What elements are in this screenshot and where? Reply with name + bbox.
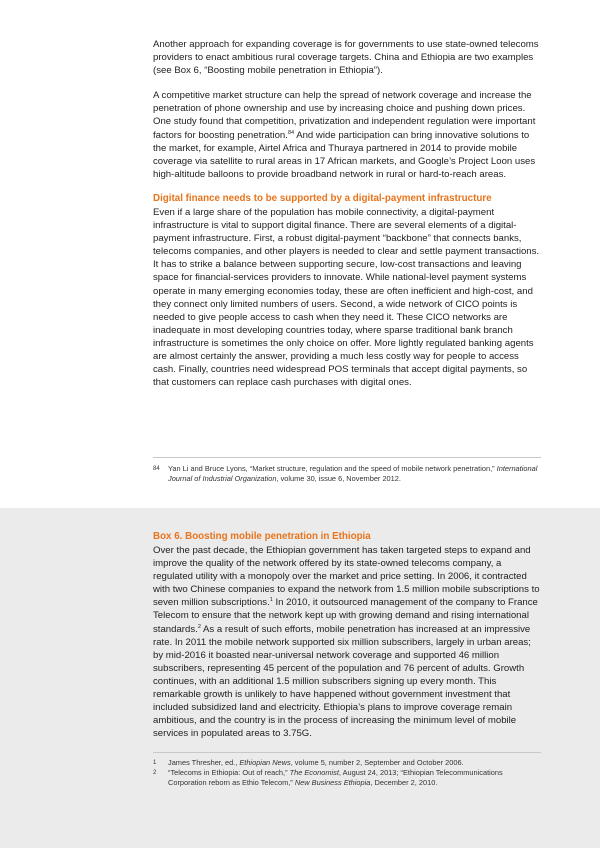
footnote-reference: 1 (269, 597, 273, 604)
footnote-reference: 84 (287, 129, 295, 136)
box-6-content (153, 530, 541, 740)
paragraph-text: And wide participation can bring innovative solutions to the market, for example, Airtel Africa and Thuraya partnered in 2014 to provide mobile coverage via satellite to rural areas in 17 African markets, and Google’s Project Loon uses high-altitude balloons to provide broadband network in rural or hard-to-reach areas. (153, 129, 536, 180)
box-title: Box 6. Boosting mobile penetration in Ethiopia (153, 531, 371, 542)
footnote-number: 1 (153, 760, 157, 766)
box-footnote-2 (153, 768, 541, 788)
paragraph-text: A competitive market structure can help the spread of network coverage and increase the penetration of phone ownership and use by increasing choice and pushing down prices. One study found that competition, privatization and independent regulation were important factors for boosting penetration. (153, 90, 536, 141)
box-footnote-divider (153, 752, 541, 753)
footnotes (153, 464, 541, 484)
box-paragraph: Over the past decade, the Ethiopian government has taken targeted steps to expand and improve the quality of the network offered by its state-owned telecoms company, a regulated utility with a monopoly over the market and price setting. In 2006, it contracted with two Chinese companies to expand the network from 1.5 million mobile subscriptions to seven million subscriptions.$^1$ In 2010, it outsourced management of the company to France Telecom to ensure that the network kept up with growing demand and rising international standards.$^2$ As a result of such efforts, mobile penetration has increased at an impressive rate. In 2011 the mobile network supported six million subscribers, largely in urban areas; by mid-2016 it boasted near-universal network coverage and supported 46 million subscribers, representing 45 percent of the population and 76 percent of adults. Growth continues, with an additional 1.5 million subscribers signing up every month. This remarkable growth is unlikely to have happened without government investment that included subsidized land and electricity. Ethiopia’s plans to improve coverage remain ambitious, and the country is in the process of increasing the minimum level of mobile services in populated areas to 3.75G. (153, 545, 540, 740)
footnote-text: Yan Li and Bruce Lyons, “Market structure, regulation and the speed of mobile network penetration,” International Journal of Industrial Organization, volume 30, issue 6, November 2012. (168, 464, 538, 483)
footnote-text: James Thresher, ed., Ethiopian News, volume 5, number 2, September and October 2006. (168, 758, 464, 767)
footnote-text: “Telecoms in Ethiopia: Out of reach,” The Economist, August 24, 2013; “Ethiopian Telecommunications Corporation reborn as Ethio Telecom,” New Business Ethiopia, December 2, 2010. (168, 768, 503, 787)
box-footnote-1 (153, 758, 541, 768)
footnote-number: 2 (153, 770, 157, 776)
footnote-reference: 2 (197, 623, 201, 630)
box-footnotes (153, 758, 541, 788)
footnote-divider (153, 457, 541, 458)
footnote-84 (153, 464, 541, 484)
section-heading: Digital finance needs to be supported by a digital-payment infrastructure (153, 192, 492, 204)
footnote-number: 84 (153, 466, 160, 472)
paragraph-competitive-market (153, 89, 541, 181)
paragraph-digital-payment: Even if a large share of the population has mobile connectivity, a digital-payment infrastructure is vital to support digital finance. There are several elements of a digital-payment infrastructure. First, a robust digital-payment “backbone” that connects banks, telecoms companies, and other players is needed to clear and settle payment transactions. It has to strike a balance between supporting secure, low-cost transactions and leaving space for financial-services providers to innovate. While national-level payment systems operate in many emerging economies today, these are often inefficient and high-cost, and they connect only limited numbers of users. Second, a wide network of CICO points is needed to give people access to cash when they need it. These CICO networks are inadequate in most developing countries today, where sparse traditional bank branch infrastructure is sometimes the only choice on offer. More lightly regulated banking agents are almost certainly the answer, providing a much less costly way for people to access cash. Finally, countries need widespread POS terminals that accept digital payments, so that customers can replace cash purchases with digital ones. (153, 206, 540, 389)
paragraph-state-owned-telecoms: Another approach for expanding coverage is for governments to use state-owned telecoms providers to enact ambitious rural coverage targets. China and Ethiopia are two examples (see Box 6, “Boosting mobile penetration in Ethiopia”). (153, 39, 539, 77)
main-content (153, 38, 541, 389)
